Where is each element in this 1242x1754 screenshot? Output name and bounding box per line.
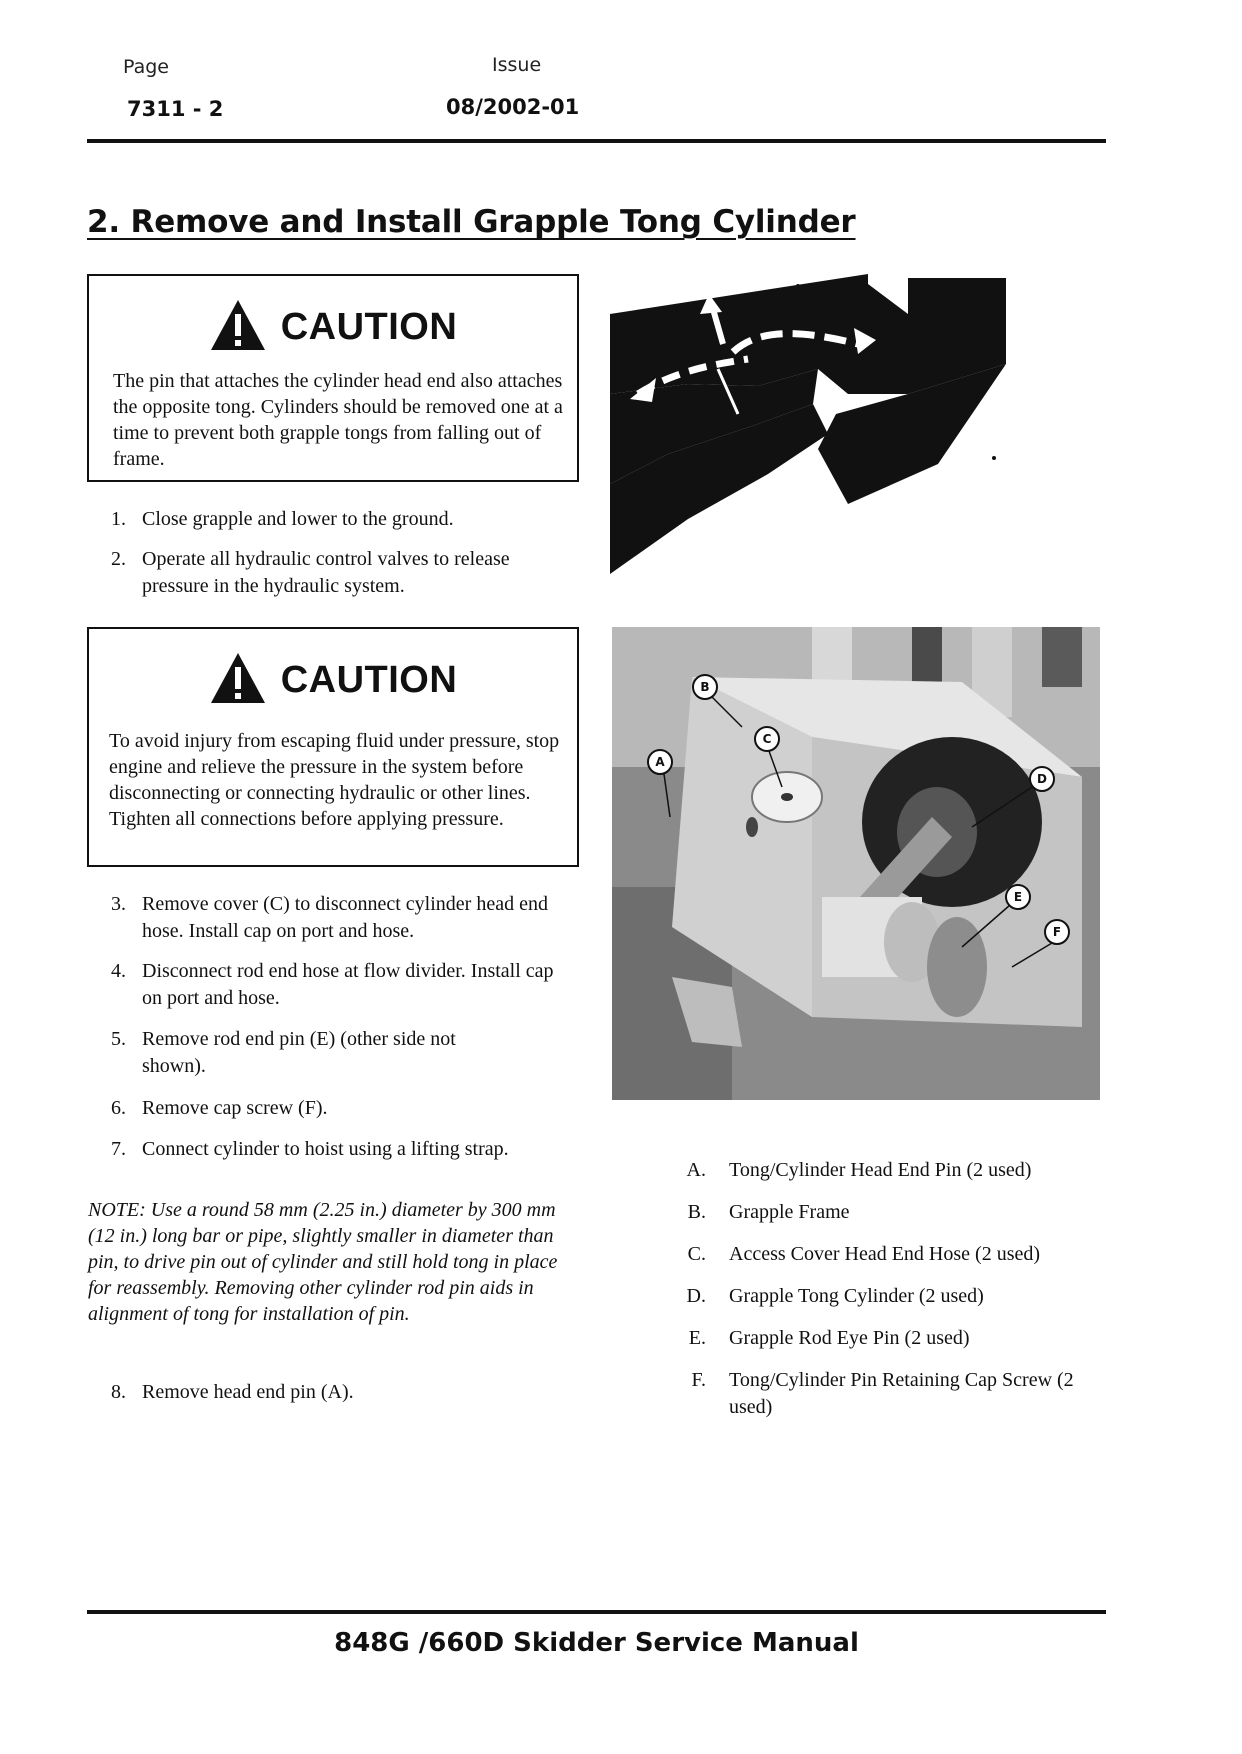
step-number: 3. bbox=[111, 893, 126, 915]
cylinder-photo bbox=[612, 627, 1100, 1100]
issue-value: 08/2002-01 bbox=[446, 95, 580, 119]
legend-letter: E. bbox=[688, 1327, 706, 1349]
caution-word-1: CAUTION bbox=[280, 306, 458, 348]
legend-letter: B. bbox=[687, 1201, 706, 1223]
list-item bbox=[100, 891, 580, 947]
list-item bbox=[100, 1095, 580, 1125]
step-text: Remove head end pin (A). bbox=[142, 1381, 354, 1403]
legend-item bbox=[684, 1241, 1104, 1271]
step-number: 8. bbox=[111, 1381, 126, 1403]
step-number: 7. bbox=[111, 1138, 126, 1160]
legend-letter: C. bbox=[687, 1243, 706, 1265]
caution-heading-1 bbox=[89, 298, 577, 357]
step-number: 4. bbox=[111, 960, 126, 982]
caution-text-2: To avoid injury from escaping fluid under pressure, stop engine and relieve the pressure in the system before disconnecting or connecting hydraulic or other lines. Tighten all connections before applying pressure. bbox=[109, 730, 560, 830]
step-number: 5. bbox=[111, 1028, 126, 1050]
legend-letter: F. bbox=[691, 1369, 706, 1391]
warning-triangle-icon bbox=[209, 298, 267, 357]
callout-f: F bbox=[1052, 925, 1062, 939]
section-title: 2. Remove and Install Grapple Tong Cylinder bbox=[87, 204, 856, 240]
caution-word-2: CAUTION bbox=[280, 659, 458, 701]
step-text: Remove cap screw (F). bbox=[142, 1097, 328, 1119]
legend-item bbox=[684, 1157, 1104, 1187]
list-item bbox=[100, 1026, 580, 1082]
legend-letter: A. bbox=[686, 1159, 706, 1181]
list-item bbox=[100, 1136, 580, 1192]
legend-item bbox=[684, 1325, 1104, 1355]
list-item bbox=[100, 506, 570, 536]
step-text: Connect cylinder to hoist using a lifting strap. bbox=[142, 1138, 509, 1160]
legend-letter: D. bbox=[686, 1285, 706, 1307]
caution-heading-2 bbox=[89, 651, 577, 710]
header-rule bbox=[87, 139, 1106, 143]
step-text: Disconnect rod end hose at flow divider. Install cap on port and hose. bbox=[142, 960, 554, 1009]
list-item bbox=[100, 546, 570, 602]
page-number: 7311 - 2 bbox=[127, 97, 224, 121]
step-text: Remove rod end pin (E) (other side not shown). bbox=[142, 1028, 456, 1077]
callout-e: E bbox=[1013, 890, 1023, 904]
step-text: Close grapple and lower to the ground. bbox=[142, 508, 454, 530]
page-label: Page bbox=[123, 56, 169, 78]
step-number: 2. bbox=[111, 548, 126, 570]
grapple-diagram bbox=[608, 274, 1008, 574]
legend-item bbox=[684, 1199, 1104, 1229]
caution-text-1: The pin that attaches the cylinder head end also attaches the opposite tong. Cylinders should be removed one at a time to prevent both grapple tongs from falling out of frame. bbox=[113, 370, 563, 470]
issue-label: Issue bbox=[492, 54, 542, 76]
legend-text: Tong/Cylinder Pin Retaining Cap Screw (2 used) bbox=[729, 1369, 1074, 1418]
list-item bbox=[100, 1379, 580, 1409]
callout-d: D bbox=[1037, 772, 1047, 786]
step-text: Operate all hydraulic control valves to release pressure in the hydraulic system. bbox=[142, 548, 510, 597]
callout-b: B bbox=[700, 680, 710, 694]
legend-text: Tong/Cylinder Head End Pin (2 used) bbox=[729, 1159, 1032, 1181]
caution-box-2 bbox=[87, 627, 579, 867]
step-number: 1. bbox=[111, 508, 126, 530]
footer-title: 848G /660D Skidder Service Manual bbox=[334, 1628, 859, 1658]
legend-text: Grapple Frame bbox=[729, 1201, 850, 1223]
caution-box-1 bbox=[87, 274, 579, 482]
legend-text: Access Cover Head End Hose (2 used) bbox=[729, 1243, 1041, 1265]
note-text: NOTE: Use a round 58 mm (2.25 in.) diameter by 300 mm (12 in.) long bar or pipe, slightly smaller in diameter than pin, to drive pin out of cylinder and still hold tong in place for reassembly. Removing other cylinder rod pin aids in alignment of tong for installation of pin. bbox=[88, 1199, 558, 1325]
step-number: 6. bbox=[111, 1097, 126, 1119]
callout-a: A bbox=[655, 755, 665, 769]
warning-triangle-icon bbox=[209, 651, 267, 710]
legend-item bbox=[684, 1367, 1104, 1423]
step-text: Remove cover (C) to disconnect cylinder head end hose. Install cap on port and hose. bbox=[142, 893, 548, 942]
legend-item bbox=[684, 1283, 1104, 1313]
legend-text: Grapple Tong Cylinder (2 used) bbox=[729, 1285, 984, 1307]
callout-c: C bbox=[762, 732, 772, 746]
footer-rule bbox=[87, 1610, 1106, 1614]
legend-text: Grapple Rod Eye Pin (2 used) bbox=[729, 1327, 970, 1349]
list-item bbox=[100, 958, 580, 1014]
